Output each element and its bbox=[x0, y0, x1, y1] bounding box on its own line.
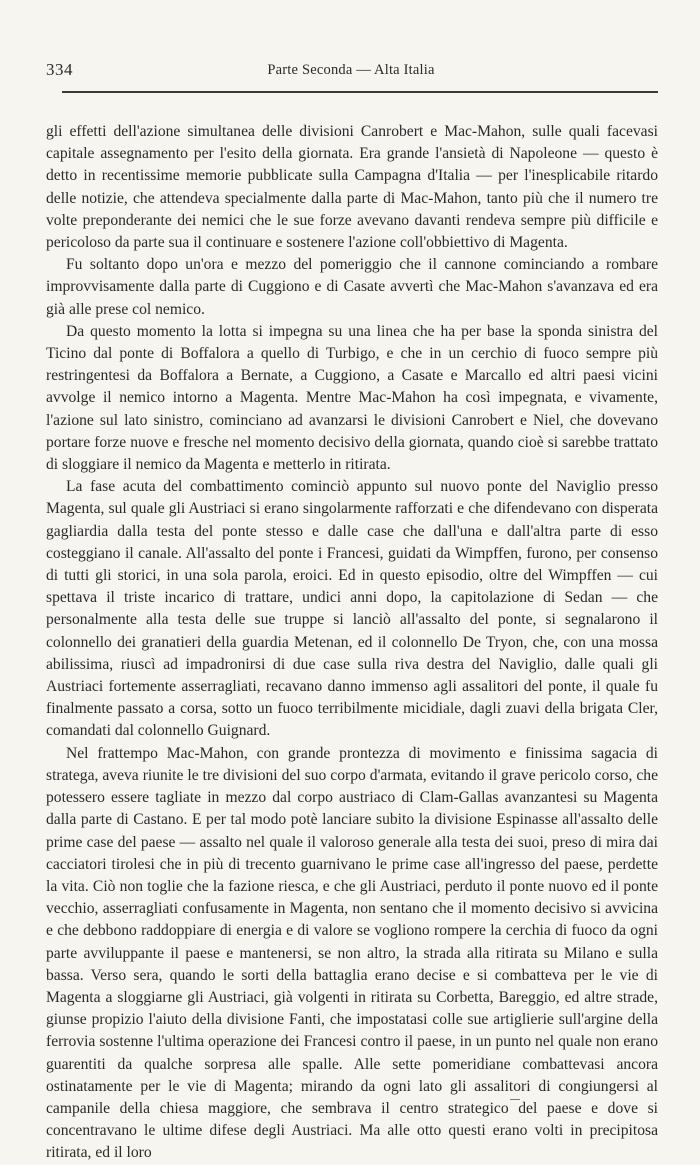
paragraph: La fase acuta del combattimento cominciò appunto sul nuovo ponte del Naviglio presso Magenta, sul quale gli Austriaci si erano singolarmente rafforzati e che difendevano con disperata gagliardia dalla testa del ponte stesso e dalle case che dall'una e dall'altra parte di esso costeggiano il canale. All'assalto del ponte i Francesi, guidati da Wimpffen, furono, per consenso di tutti gli storici, in una sola parola, eroici. Ed in questo episodio, oltre del Wimpffen — cui spettava il triste incarico di trattare, undici anni dopo, la capitolazione di Sedan — che personalmente alla testa delle sue truppe si lanciò all'assalto del ponte, si segnalarono il colonnello dei granatieri della guardia Metenan, ed il colonnello De Tryon, che, con una mossa abilissima, riuscì ad impadronirsi di due case sulla riva destra del Naviglio, dalle quali gli Austriaci fortemente asserragliati, recavano danno immenso agli assalitori del ponte, il quale fu finalmente passato a corsa, sotto un fuoco terribilmente micidiale, dagli zuavi della brigata Cler, comandati dal colonnello Guignard. bbox=[46, 478, 658, 740]
paragraph: Nel frattempo Mac-Mahon, con grande prontezza di movimento e finissima sagacia di stratega, aveva riunite le tre divisioni del suo corpo d'armata, evitando il grave pericolo corso, che potessero essere tagliate in mezzo dal corpo austriaco di Clam-Gallas avanzantesi su Magenta dalla parte di Castano. E per tal modo potè lanciare subito la divisione Espinasse all'assalto delle prime case del paese — assalto nel quale il valoroso generale alla testa dei suoi, preso di mira dai cacciatori tirolesi che in più di trecento guarnivano le prime case all'ingresso del paese, perdette la vita. Ciò non toglie che la fazione riesca, e che gli Austriaci, perduto il ponte nuovo ed il ponte vecchio, asserragliati confusamente in Magenta, non sentano che il momento decisivo si avvicina e che debbono raddoppiare di energia e di valore se vogliono rompere la cerchia di fuoco da ogni parte avviluppante il paese e mantenersi, se non altro, la strada alla ritirata su Milano e sulla bassa. Verso sera, quando le sorti della battaglia erano decise e si combatteva per le vie di Magenta a sloggiarne gli Austriaci, già volgenti in ritirata su Corbetta, Bareggio, ed altre strade, giunse propizio l'aiuto della divisione Fanti, che impostatasi colle sue artiglierie sull'argine della ferrovia sostenne l'ultima operazione dei Francesi contro il paese, in un punto nel quale non erano guarentiti da qualche sorpresa alle spalle. Alle sette pomeridiane combattevasi ancora ostinatamente per le vie di Magenta; mirando da ogni lato gli assalitori di congiungersi al campanile della chiesa maggiore, che sembrava il centro strategico del paese e dove si concentravano le ultime difese degli Austriaci. Ma alle otto questi erano volti in precipitosa ritirata, ed il loro bbox=[46, 744, 658, 1162]
header-rule bbox=[62, 91, 658, 93]
paragraph: gli effetti dell'azione simultanea delle divisioni Canrobert e Mac-Mahon, sulle quali facevasi capitale assegnamento per l'esito della giornata. Era grande l'ansietà di Napoleone — questo è detto in recentissime memorie pubblicate sulla Campagna d'Italia — per l'inesplicabile ritardo delle notizie, che attendeva specialmente dalla parte di Mac-Mahon, tanto più che il numero tre volte preponderante dei nemici che le sue forze avevano davanti rendeva sempre più difficile e pericoloso da parte sua il continuare e sostenere l'azione coll'obbiettivo di Magenta. bbox=[46, 123, 658, 252]
page-header bbox=[46, 60, 656, 84]
page-number: 334 bbox=[46, 60, 73, 79]
paragraph: Da questo momento la lotta si impegna su una linea che ha per base la sponda sinistra del Ticino dal ponte di Boffalora a quello di Turbigo, e che in un cerchio di fuoco sempre più restringentesi da Boffalora a Bernate, a Cuggiono, a Casate e Marcallo ed altri paesi vicini avvolge il nemico intorno a Magenta. Mentre Mac-Mahon ha così impegnata, e vivamente, l'azione sul lato sinistro, cominciano ad avanzarsi le divisioni Canrobert e Niel, che dovevano portare forze nuove e fresche nel momento decisivo della giornata, quando cioè si sarebbe trattato di sloggiare il nemico da Magenta e metterlo in ritirata. bbox=[46, 322, 658, 474]
running-title: Parte Seconda — Alta Italia bbox=[267, 62, 435, 78]
body-text bbox=[46, 121, 658, 1165]
footer-mark bbox=[510, 1099, 520, 1100]
paragraph: Fu soltanto dopo un'ora e mezzo del pomeriggio che il cannone cominciando a rombare improvvisamente dalla parte di Cuggiono e di Casate avvertì che Mac-Mahon s'avanzava ed era già alle prese col nemico. bbox=[46, 256, 658, 318]
